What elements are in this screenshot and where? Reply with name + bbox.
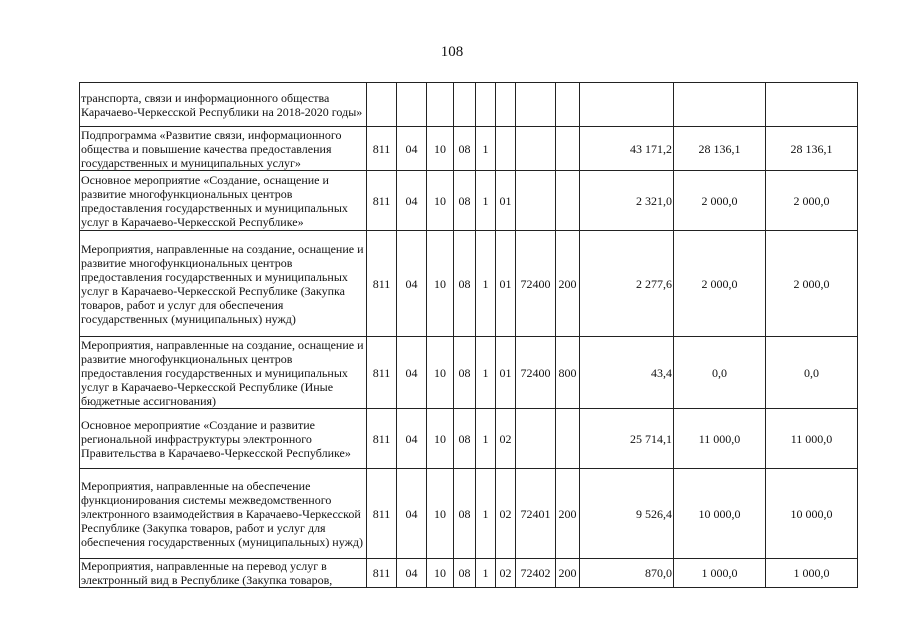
code-ved [367,83,397,127]
code-target-3: 02 [496,469,516,559]
amount-year-1: 25 714,1 [580,409,674,469]
code-expense-type [556,409,580,469]
code-target-2: 1 [476,231,496,337]
budget-table-body [80,83,858,588]
amount-year-3: 1 000,0 [766,559,858,588]
amount-year-1: 9 526,4 [580,469,674,559]
amount-year-3 [766,83,858,127]
code-ved: 811 [367,127,397,171]
amount-year-3: 0,0 [766,337,858,409]
code-target-3 [496,83,516,127]
table-row [80,469,858,559]
table-row [80,337,858,409]
code-subsection: 10 [427,127,454,171]
amount-year-2: 10 000,0 [674,469,766,559]
code-section: 04 [397,469,427,559]
code-target-1: 08 [454,559,476,588]
table-row [80,127,858,171]
code-target-4: 72400 [516,231,556,337]
amount-year-2: 2 000,0 [674,171,766,231]
amount-year-1 [580,83,674,127]
code-section [397,83,427,127]
amount-year-1: 43,4 [580,337,674,409]
code-target-2: 1 [476,171,496,231]
row-name: Подпрограмма «Развитие связи, информационного общества и повышение качества предоставления государственных и муниципальных услуг» [80,127,367,171]
budget-table [79,82,858,588]
table-row [80,231,858,337]
code-expense-type: 800 [556,337,580,409]
code-subsection: 10 [427,559,454,588]
code-section: 04 [397,231,427,337]
code-target-4: 72402 [516,559,556,588]
code-target-2 [476,83,496,127]
code-section: 04 [397,409,427,469]
code-ved: 811 [367,409,397,469]
code-subsection: 10 [427,231,454,337]
code-section: 04 [397,127,427,171]
code-subsection: 10 [427,171,454,231]
row-name: Мероприятия, направленные на обеспечение функционирования системы межведомственного электронного взаимодействия в Карачаево-Черкесской Республике (Закупка товаров, работ и услуг для обеспечения государственных (муниципальных) нужд) [80,469,367,559]
amount-year-2: 11 000,0 [674,409,766,469]
code-target-1: 08 [454,231,476,337]
amount-year-1: 2 321,0 [580,171,674,231]
code-expense-type [556,171,580,231]
code-subsection: 10 [427,409,454,469]
amount-year-2: 2 000,0 [674,231,766,337]
code-target-1 [454,83,476,127]
code-target-3: 02 [496,559,516,588]
code-subsection [427,83,454,127]
code-target-3: 01 [496,171,516,231]
amount-year-2: 1 000,0 [674,559,766,588]
code-target-3 [496,127,516,171]
code-target-2: 1 [476,469,496,559]
row-name: Основное мероприятие «Создание, оснащение и развитие многофункциональных центров предоставления государственных и муниципальных услуг в Карачаево-Черкесской Республике» [80,171,367,231]
code-target-4 [516,409,556,469]
code-target-2: 1 [476,559,496,588]
code-expense-type: 200 [556,231,580,337]
code-target-4: 72400 [516,337,556,409]
amount-year-3: 11 000,0 [766,409,858,469]
code-target-3: 02 [496,409,516,469]
code-expense-type: 200 [556,469,580,559]
code-target-1: 08 [454,469,476,559]
code-ved: 811 [367,231,397,337]
code-target-2: 1 [476,409,496,469]
amount-year-2: 28 136,1 [674,127,766,171]
table-row [80,83,858,127]
code-target-1: 08 [454,337,476,409]
code-section: 04 [397,337,427,409]
code-target-4 [516,171,556,231]
row-name: Мероприятия, направленные на создание, оснащение и развитие многофункциональных центров предоставления государственных и муниципальных услуг в Карачаево-Черкесской Республике (Закупка товаров, работ и услуг для обеспечения государственных (муниципальных) нужд) [80,231,367,337]
amount-year-1: 43 171,2 [580,127,674,171]
code-subsection: 10 [427,469,454,559]
code-target-1: 08 [454,127,476,171]
code-ved: 811 [367,171,397,231]
code-target-2: 1 [476,127,496,171]
amount-year-2 [674,83,766,127]
code-ved: 811 [367,337,397,409]
table-row [80,559,858,588]
code-target-1: 08 [454,171,476,231]
amount-year-3: 28 136,1 [766,127,858,171]
code-expense-type: 200 [556,559,580,588]
row-name: Основное мероприятие «Создание и развитие региональной инфраструктуры электронного Правительства в Карачаево-Черкесской Республике» [80,409,367,469]
code-target-4: 72401 [516,469,556,559]
code-ved: 811 [367,559,397,588]
code-ved: 811 [367,469,397,559]
amount-year-3: 2 000,0 [766,231,858,337]
amount-year-3: 10 000,0 [766,469,858,559]
amount-year-2: 0,0 [674,337,766,409]
table-row [80,171,858,231]
code-target-3: 01 [496,337,516,409]
code-target-2: 1 [476,337,496,409]
code-target-3: 01 [496,231,516,337]
row-name: Мероприятия, направленные на создание, оснащение и развитие многофункциональных центров предоставления государственных и муниципальных услуг в Карачаево-Черкесской Республике (Иные бюджетные ассигнования) [80,337,367,409]
amount-year-1: 870,0 [580,559,674,588]
code-subsection: 10 [427,337,454,409]
code-section: 04 [397,171,427,231]
row-name: транспорта, связи и информационного общества Карачаево-Черкесской Республики на 2018-2020 годы» [80,83,367,127]
code-expense-type [556,83,580,127]
table-row [80,409,858,469]
code-target-4 [516,127,556,171]
code-expense-type [556,127,580,171]
amount-year-3: 2 000,0 [766,171,858,231]
code-section: 04 [397,559,427,588]
code-target-4 [516,83,556,127]
code-target-1: 08 [454,409,476,469]
row-name: Мероприятия, направленные на перевод услуг в электронный вид в Республике (Закупка товаров, [80,559,367,588]
page-number: 108 [440,44,464,60]
amount-year-1: 2 277,6 [580,231,674,337]
